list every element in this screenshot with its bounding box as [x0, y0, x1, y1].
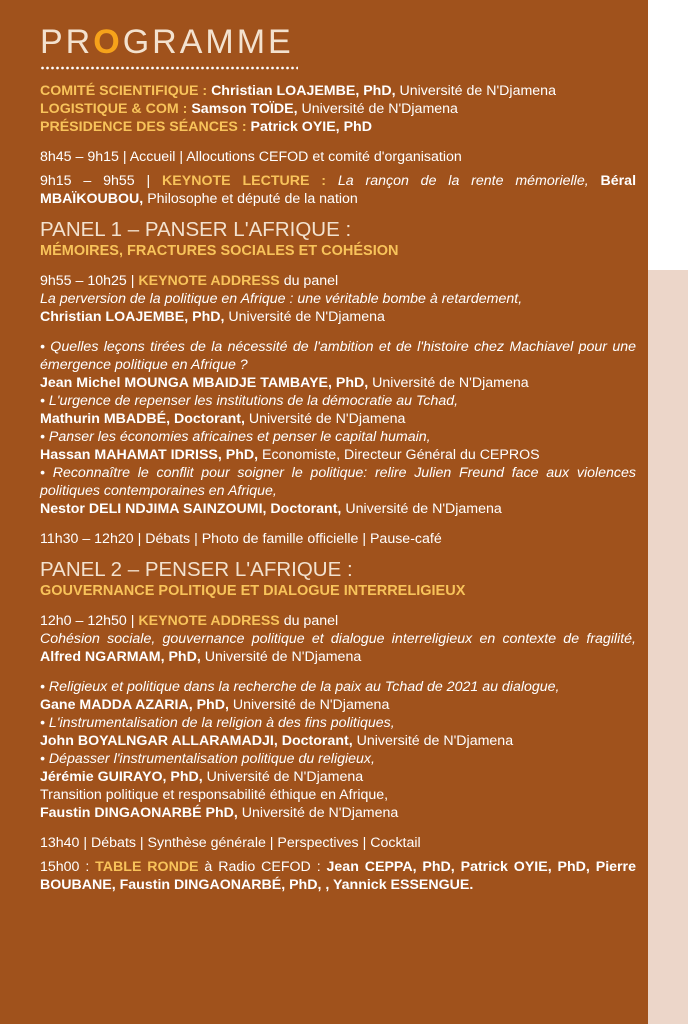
committee-presidency: PRÉSIDENCE DES SÉANCES : Patrick OYIE, PhD	[40, 119, 372, 135]
panel2-subheading: GOUVERNANCE POLITIQUE ET DIALOGUE INTERRELIGIEUX	[40, 583, 466, 599]
talk-speaker: Jérémie GUIRAYO, PhD, Université de N'Djamena	[40, 769, 364, 785]
page-title: PROGRAMME	[40, 23, 294, 61]
side-strip-white	[648, 0, 688, 270]
panel1-talks	[40, 338, 636, 518]
opening-session: 8h45 – 9h15 | Accueil | Allocutions CEFOD et comité d'organisation	[40, 149, 462, 165]
talk-title: • Dépasser l'instrumentalisation politique du religieux,	[40, 751, 375, 767]
keynote-lecture: 9h15 – 9h55 | KEYNOTE LECTURE : La rançon de la rente mémorielle, Béral MBAÏKOUBOU, Philosophe et député de la nation	[40, 173, 637, 207]
talk-speaker: Jean Michel MOUNGA MBAIDJE TAMBAYE, PhD, Université de N'Djamena	[40, 375, 529, 391]
panel2-talks	[40, 678, 636, 822]
committee-logistics: LOGISTIQUE & COM : Samson TOÏDE, Université de N'Djamena	[40, 101, 458, 117]
talk-title: • Quelles leçons tirées de la nécessité de l'ambition et de l'histoire chez Machiavel pour une émergence politique en Afrique ?	[40, 339, 636, 373]
committee-block	[40, 82, 636, 136]
panel1-keynote: 9h55 – 10h25 | KEYNOTE ADDRESS du panel La perversion de la politique en Afrique : une véritable bombe à retardement, Christian LOAJEMBE, PhD, Université de N'Djamena	[40, 273, 523, 325]
talk-speaker: Hassan MAHAMAT IDRISS, PhD, Economiste, Directeur Général du CEPROS	[40, 447, 540, 463]
round-table: 15h00 : TABLE RONDE à Radio CEFOD : Jean CEPPA, PhD, Patrick OYIE, PhD, Pierre BOUBANE, Faustin DINGAONARBÉ, PhD, , Yannick ESSENGUE.	[40, 859, 636, 893]
talk-speaker: Gane MADDA AZARIA, PhD, Université de N'Djamena	[40, 697, 390, 713]
panel2-heading: PANEL 2 – PENSER L'AFRIQUE :	[40, 558, 353, 581]
title-dotted-underline	[40, 66, 298, 70]
talk-title: • Religieux et politique dans la recherche de la paix au Tchad de 2021 au dialogue,	[40, 679, 560, 695]
panel1-break: 11h30 – 12h20 | Débats | Photo de famille officielle | Pause-café	[40, 531, 442, 547]
talk-title: • L'urgence de repenser les institutions de la démocratie au Tchad,	[40, 393, 459, 409]
talk-speaker: John BOYALNGAR ALLARAMADJI, Doctorant, Université de N'Djamena	[40, 733, 514, 749]
talk-title: Transition politique et responsabilité éthique en Afrique,	[40, 787, 389, 803]
panel1-subheading: MÉMOIRES, FRACTURES SOCIALES ET COHÉSION	[40, 243, 399, 259]
committee-scientific: COMITÉ SCIENTIFIQUE : Christian LOAJEMBE, PhD, Université de N'Djamena	[40, 83, 556, 99]
talk-speaker: Mathurin MBADBÉ, Doctorant, Université de N'Djamena	[40, 411, 406, 427]
talk-title: • Panser les économies africaines et penser le capital humain,	[40, 429, 431, 445]
talk-title: • L'instrumentalisation de la religion à des fins politiques,	[40, 715, 395, 731]
side-strip-pink	[648, 270, 688, 1024]
panel2-keynote: 12h0 – 12h50 | KEYNOTE ADDRESS du panel Cohésion sociale, gouvernance politique et dialogue interreligieux en contexte de fragilité, Alfred NGARMAM, PhD, Université de N'Djamena	[40, 613, 636, 665]
talk-speaker: Nestor DELI NDJIMA SAINZOUMI, Doctorant, Université de N'Djamena	[40, 501, 502, 517]
panel1-heading: PANEL 1 – PANSER L'AFRIQUE :	[40, 218, 352, 241]
panel2-closing: 13h40 | Débats | Synthèse générale | Perspectives | Cocktail	[40, 835, 421, 851]
talk-title: • Reconnaître le conflit pour soigner le politique: relire Julien Freund face aux violences politiques contemporaines en Afrique,	[40, 465, 636, 499]
talk-speaker: Faustin DINGAONARBÉ PhD, Université de N'Djamena	[40, 805, 399, 821]
program-content	[40, 22, 636, 894]
